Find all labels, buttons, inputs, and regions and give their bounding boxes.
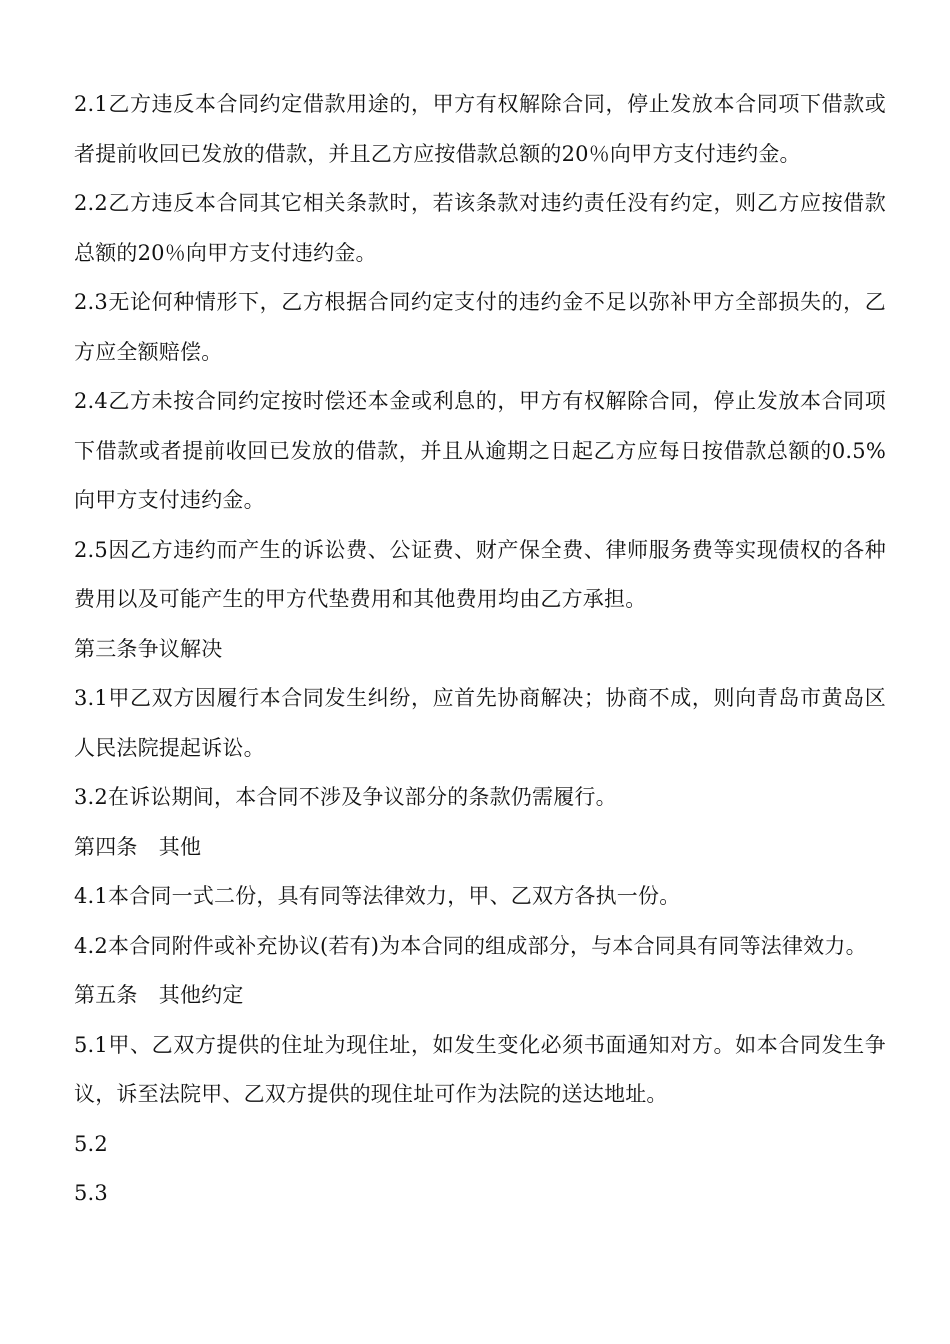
clause-3-2: 3.2在诉讼期间，本合同不涉及争议部分的条款仍需履行。 bbox=[74, 785, 617, 809]
clause-2-1: 2.1乙方违反本合同约定借款用途的，甲方有权解除合同，停止发放本合同项下借款或者提前收回已发放的借款，并且乙方应按借款总额的20％向甲方支付违约金。 bbox=[74, 92, 886, 166]
section-heading-5: 第五条 其他约定 bbox=[74, 983, 244, 1007]
clause-4-1: 4.1本合同一式二份，具有同等法律效力，甲、乙双方各执一份。 bbox=[74, 884, 681, 908]
clause-2-4: 2.4乙方未按合同约定按时偿还本金或利息的，甲方有权解除合同，停止发放本合同项下借款或者提前收回已发放的借款，并且从逾期之日起乙方应每日按借款总额的0.5%向甲方支付违约金。 bbox=[74, 389, 886, 512]
clause-2-3: 2.3无论何种情形下，乙方根据合同约定支付的违约金不足以弥补甲方全部损失的，乙方应全额赔偿。 bbox=[74, 290, 886, 364]
clause-2-2: 2.2乙方违反本合同其它相关条款时，若该条款对违约责任没有约定，则乙方应按借款总额的20％向甲方支付违约金。 bbox=[74, 191, 886, 265]
section-heading-4: 第四条 其他 bbox=[74, 834, 202, 859]
clause-4-2: 4.2本合同附件或补充协议(若有)为本合同的组成部分，与本合同具有同等法律效力。 bbox=[74, 933, 867, 958]
document-page bbox=[74, 80, 886, 1219]
clause-5-1: 5.1甲、乙双方提供的住址为现住址，如发生变化必须书面通知对方。如本合同发生争议，诉至法院甲、乙双方提供的现住址可作为法院的送达地址。 bbox=[74, 1032, 886, 1106]
section-heading-3: 第三条争议解决 bbox=[74, 636, 223, 661]
clause-3-1: 3.1甲乙双方因履行本合同发生纠纷，应首先协商解决；协商不成，则向青岛市黄岛区人民法院提起诉讼。 bbox=[74, 686, 886, 760]
clause-5-3: 5.3 bbox=[74, 1181, 108, 1205]
clause-5-2: 5.2 bbox=[74, 1131, 108, 1156]
clause-2-5: 2.5因乙方违约而产生的诉讼费、公证费、财产保全费、律师服务费等实现债权的各种费用以及可能产生的甲方代垫费用和其他费用均由乙方承担。 bbox=[74, 537, 886, 611]
